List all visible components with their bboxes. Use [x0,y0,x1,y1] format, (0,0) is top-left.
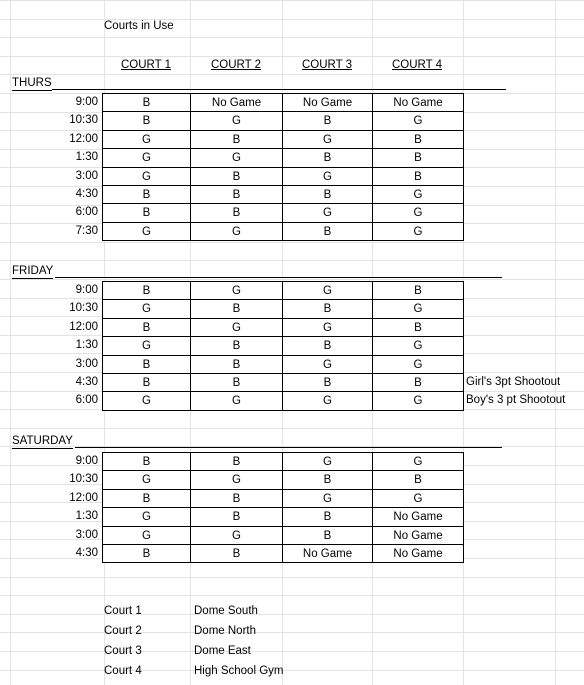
game-cell-court-2: G [190,391,283,410]
gridline-horizontal [0,19,584,20]
day-underline-rule [75,447,502,448]
game-cell-court-1: G [102,299,191,318]
time-slot: 10:30 [69,473,98,486]
game-cell-court-1: G [102,222,191,241]
game-cell-court-2: G [190,281,283,300]
game-cell-court-3: G [282,281,373,300]
game-cell-court-2: G [190,111,283,130]
game-cell-court-1: G [102,470,191,489]
time-slot: 3:00 [75,528,98,541]
time-slot: 4:30 [75,188,98,200]
time-slot: 9:00 [75,96,98,108]
court-1-header: COURT 1 [120,59,172,71]
game-cell-court-1: G [102,526,191,545]
time-slot: 1:30 [75,151,98,164]
time-slot: 4:30 [75,376,98,388]
gridline-horizontal [0,0,584,1]
game-cell-court-2: G [190,526,283,545]
gridline-horizontal [0,260,584,261]
legend-court: Court 2 [104,625,142,637]
game-cell-court-2: B [190,185,283,204]
legend-location: Dome North [194,625,256,637]
court-2-header: COURT 2 [210,59,262,71]
game-cell-court-3: B [282,507,373,526]
game-cell-court-3: No Game [282,544,373,563]
game-cell-court-1: B [102,373,191,392]
game-cell-court-3: G [282,355,373,374]
legend-location: High School Gym [194,665,284,677]
game-cell-court-1: B [102,185,191,204]
day-underline-rule [52,89,506,90]
game-cell-court-1: G [102,391,191,410]
time-slot: 12:00 [69,132,98,145]
game-cell-court-4: No Game [372,93,464,112]
game-cell-court-4: G [372,185,464,204]
time-slot: 6:00 [75,394,98,407]
game-cell-court-4: B [372,470,464,489]
game-cell-court-2: G [190,318,283,337]
game-cell-court-4: G [372,111,464,130]
game-cell-court-2: B [190,130,283,149]
day-label: FRIDAY [12,265,54,277]
game-cell-court-3: G [282,203,373,222]
court-4-header: COURT 4 [391,59,443,71]
gridline-horizontal [0,242,584,243]
game-cell-court-2: B [190,489,283,508]
game-cell-court-4: B [372,167,464,186]
time-slot: 7:30 [75,224,98,237]
game-cell-court-4: G [372,489,464,508]
game-cell-court-3: B [282,148,373,167]
game-cell-court-4: B [372,281,464,300]
event-note: Girl's 3pt Shootout [466,376,561,388]
time-slot: 4:30 [75,547,98,559]
game-cell-court-4: No Game [372,507,464,526]
time-slot: 9:00 [75,284,98,296]
game-cell-court-3: B [282,222,373,241]
game-cell-court-4: G [372,203,464,222]
legend-location: Dome South [194,605,258,617]
game-cell-court-2: B [190,452,283,471]
game-cell-court-1: G [102,336,191,355]
game-cell-court-3: B [282,185,373,204]
game-cell-court-2: B [190,203,283,222]
gridline-horizontal [0,651,584,652]
game-cell-court-1: G [102,167,191,186]
game-cell-court-3: G [282,167,373,186]
game-cell-court-1: B [102,318,191,337]
game-cell-court-4: No Game [372,544,464,563]
game-cell-court-2: G [190,470,283,489]
time-slot: 10:30 [69,302,98,315]
day-label: SATURDAY [12,435,73,447]
day-label: THURS [12,77,52,89]
game-cell-court-4: G [372,452,464,471]
game-cell-court-3: G [282,391,373,410]
time-slot: 9:00 [75,455,98,467]
game-cell-court-4: B [372,318,464,337]
legend-court: Court 3 [104,645,142,657]
game-cell-court-1: B [102,544,191,563]
game-cell-court-3: G [282,489,373,508]
game-cell-court-1: B [102,203,191,222]
game-cell-court-1: B [102,489,191,508]
court-3-header: COURT 3 [301,59,353,71]
game-cell-court-2: B [190,355,283,374]
time-slot: 10:30 [69,114,98,127]
game-cell-court-3: G [282,318,373,337]
gridline-vertical [10,0,11,685]
time-slot: 1:30 [75,339,98,352]
gridline-vertical [555,0,556,685]
game-cell-court-1: B [102,111,191,130]
game-cell-court-4: G [372,355,464,374]
gridline-horizontal [0,74,584,75]
game-cell-court-3: B [282,299,373,318]
gridline-horizontal [0,595,584,596]
game-cell-court-4: G [372,222,464,241]
time-slot: 12:00 [69,320,98,333]
gridline-horizontal [0,279,584,280]
time-slot: 3:00 [75,169,98,182]
game-cell-court-3: B [282,336,373,355]
time-slot: 6:00 [75,206,98,219]
game-cell-court-2: B [190,544,283,563]
gridline-horizontal [0,577,584,578]
gridline-horizontal [0,37,584,38]
game-cell-court-1: B [102,355,191,374]
game-cell-court-2: B [190,373,283,392]
game-cell-court-1: B [102,93,191,112]
time-slot: 3:00 [75,357,98,370]
game-cell-court-1: B [102,452,191,471]
legend-location: Dome East [194,645,251,657]
gridline-horizontal [0,632,584,633]
time-slot: 1:30 [75,510,98,523]
game-cell-court-4: G [372,391,464,410]
game-cell-court-2: B [190,167,283,186]
game-cell-court-3: G [282,452,373,471]
game-cell-court-4: No Game [372,526,464,545]
game-cell-court-2: B [190,299,283,318]
gridline-horizontal [0,614,584,615]
sheet-title: Courts in Use [104,20,174,32]
game-cell-court-2: B [190,336,283,355]
game-cell-court-1: G [102,507,191,526]
game-cell-court-3: B [282,111,373,130]
game-cell-court-3: B [282,526,373,545]
game-cell-court-1: B [102,281,191,300]
game-cell-court-1: G [102,130,191,149]
game-cell-court-3: G [282,130,373,149]
time-slot: 12:00 [69,491,98,504]
legend-court: Court 4 [104,665,142,677]
game-cell-court-3: No Game [282,93,373,112]
game-cell-court-3: B [282,373,373,392]
day-underline-rule [55,277,502,278]
game-cell-court-1: G [102,148,191,167]
gridline-horizontal [0,428,584,429]
legend-court: Court 1 [104,605,142,617]
event-note: Boy's 3 pt Shootout [466,394,566,407]
game-cell-court-2: No Game [190,93,283,112]
game-cell-court-4: B [372,373,464,392]
game-cell-court-2: G [190,148,283,167]
game-cell-court-2: B [190,507,283,526]
game-cell-court-4: B [372,130,464,149]
game-cell-court-4: G [372,336,464,355]
game-cell-court-4: G [372,299,464,318]
game-cell-court-4: B [372,148,464,167]
game-cell-court-3: B [282,470,373,489]
gridline-horizontal [0,670,584,671]
game-cell-court-2: G [190,222,283,241]
